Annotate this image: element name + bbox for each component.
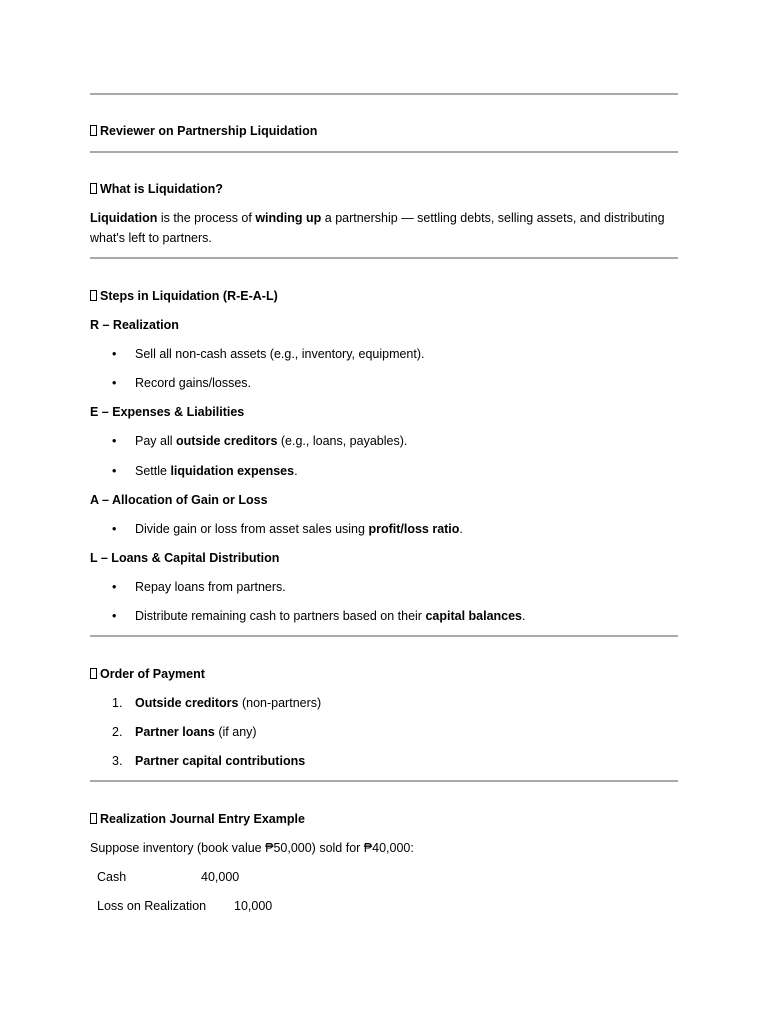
step-title-a: A – Allocation of Gain or Loss <box>90 493 268 507</box>
divider <box>90 151 678 153</box>
journal-amount: 40,000 <box>201 870 240 884</box>
emoji-placeholder-icon <box>90 813 97 824</box>
list-number: 2. <box>112 725 123 739</box>
list-number: 1. <box>112 696 123 710</box>
journal-account: Loss on Realization <box>97 899 207 913</box>
bullet-icon: • <box>112 609 117 623</box>
divider <box>90 635 678 637</box>
journal-amount: 10,000 <box>234 899 273 913</box>
bullet-icon: • <box>112 522 117 536</box>
list-item: Record gains/losses. <box>135 376 252 390</box>
step-title-e: E – Expenses & Liabilities <box>90 405 245 419</box>
divider <box>90 93 678 95</box>
list-item: Sell all non-cash assets (e.g., inventory, equipment). <box>135 347 425 361</box>
section-heading-steps: Steps in Liquidation (R-E-A-L) <box>90 286 278 306</box>
bullet-icon: • <box>112 580 117 594</box>
list-item: Partner loans (if any) <box>135 725 257 739</box>
step-title-r: R – Realization <box>90 318 179 332</box>
bullet-icon: • <box>112 347 117 361</box>
list-item: Settle liquidation expenses. <box>135 464 298 478</box>
section-heading-what-is: What is Liquidation? <box>90 179 223 199</box>
document-title: Reviewer on Partnership Liquidation <box>90 121 317 141</box>
list-item: Divide gain or loss from asset sales using profit/loss ratio. <box>135 522 463 536</box>
bullet-icon: • <box>112 434 117 448</box>
divider <box>90 780 678 782</box>
example-intro: Suppose inventory (book value ₱50,000) sold for ₱40,000: <box>90 841 414 855</box>
emoji-placeholder-icon <box>90 183 97 194</box>
emoji-placeholder-icon <box>90 125 97 136</box>
emoji-placeholder-icon <box>90 668 97 679</box>
list-item: Repay loans from partners. <box>135 580 286 594</box>
bullet-icon: • <box>112 376 117 390</box>
section-heading-order: Order of Payment <box>90 664 205 684</box>
list-item: Partner capital contributions <box>135 754 306 768</box>
list-item: Outside creditors (non-partners) <box>135 696 322 710</box>
list-item: Pay all outside creditors (e.g., loans, payables). <box>135 434 408 448</box>
divider <box>90 257 678 259</box>
bullet-icon: • <box>112 464 117 478</box>
list-item: Distribute remaining cash to partners based on their capital balances. <box>135 609 526 623</box>
emoji-placeholder-icon <box>90 290 97 301</box>
list-number: 3. <box>112 754 123 768</box>
journal-account: Cash <box>97 870 127 884</box>
definition-paragraph: Liquidation is the process of winding up a partnership — settling debts, selling assets, and distributing what's left to partners. <box>90 211 665 245</box>
step-title-l: L – Loans & Capital Distribution <box>90 551 280 565</box>
section-heading-example: Realization Journal Entry Example <box>90 809 305 829</box>
